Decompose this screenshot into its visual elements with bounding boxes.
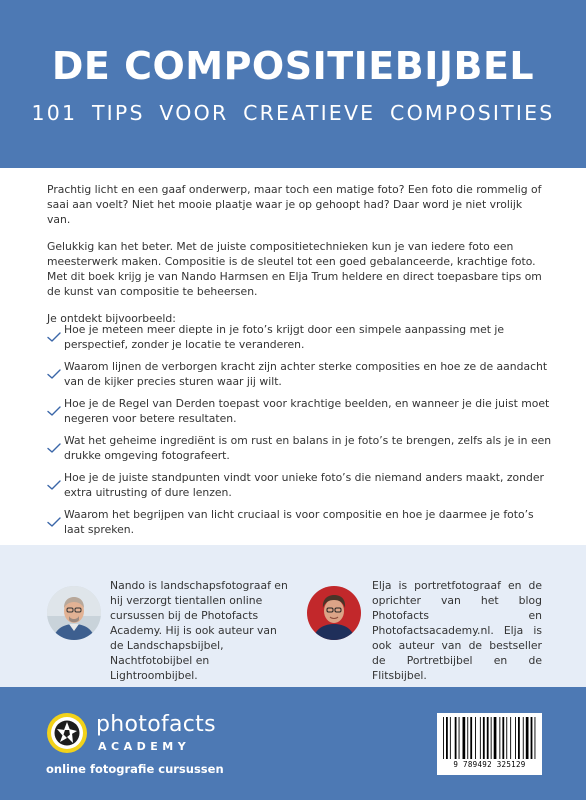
list-item-text: Hoe je de juiste standpunten vindt voor unieke foto’s die niemand anders maakt, zonder extra uitrusting of dure lenzen. xyxy=(64,471,544,499)
check-icon xyxy=(47,480,61,490)
list-item xyxy=(47,470,552,500)
portrait-elja-icon xyxy=(307,586,361,640)
list-item xyxy=(47,322,552,352)
list-item-text: Hoe je meteen meer diepte in je foto’s krijgt door een simpele aanpassing met je perspectief, zonder je locatie te veranderen. xyxy=(64,323,505,351)
checklist xyxy=(47,322,552,544)
bio-elja: Elja is portretfotograaf en de oprichter van het blog Photofacts en Photofactsacademy.nl. Elja is ook auteur van de bestseller de Portretbijbel en de Flitsbijbel. xyxy=(372,579,542,682)
intro-paragraph-2: Gelukkig kan het beter. Met de juiste compositietechnieken kun je van iedere foto een meesterwerk maken. Compositie is de sleutel tot een goed gebalanceerde, krachtige foto. Met dit boek krijg je van Nando Harmsen en Elja Trum heldere en direct toepasbare tips om de kunst van compositie te beheersen. xyxy=(47,240,542,298)
check-icon xyxy=(47,369,61,379)
book-title: DE COMPOSITIEBIJBEL xyxy=(51,44,535,88)
barcode-bars-icon xyxy=(443,717,536,759)
photofacts-logo-icon xyxy=(46,712,88,754)
check-icon xyxy=(47,406,61,416)
list-item xyxy=(47,359,552,389)
list-item-text: Hoe je de Regel van Derden toepast voor krachtige beelden, en wanneer je die juist moet negeren voor betere resultaten. xyxy=(64,397,550,425)
avatar-elja xyxy=(307,586,361,640)
barcode-number: 9 789492 325129 xyxy=(453,760,526,769)
bio-nando: Nando is landschapsfotograaf en hij verzorgt tientallen online cursussen bij de Photofacts Academy. Hij is ook auteur van de Landschapsbijbel, Nachtfotobijbel en Lightroombijbel. xyxy=(110,579,288,682)
portrait-nando-icon xyxy=(47,586,101,640)
check-icon xyxy=(47,517,61,527)
check-icon xyxy=(47,332,61,342)
logo-wordmark: photofacts xyxy=(96,712,216,737)
intro-paragraph-1: Prachtig licht en een gaaf onderwerp, maar toch een matige foto? Een foto die rommelig of saai aan voelt? Niet het mooie plaatje waar je op gehoopt had? Daar word je niet vrolijk van. xyxy=(47,183,542,226)
barcode xyxy=(437,713,542,775)
logo-academy: ACADEMY xyxy=(98,740,191,753)
list-item-text: Waarom het begrijpen van licht cruciaal is voor compositie en hoe je daarmee je foto’s laat spreken. xyxy=(64,508,534,536)
list-item xyxy=(47,507,552,537)
list-item xyxy=(47,433,552,463)
book-subtitle: 101 TIPS VOOR CREATIEVE COMPOSITIES xyxy=(31,101,555,125)
list-intro: Je ontdekt bijvoorbeeld: xyxy=(47,312,176,325)
avatar-nando xyxy=(47,586,101,640)
intro-text xyxy=(47,182,547,338)
footer-tagline: online fotografie cursussen xyxy=(46,762,224,776)
list-item-text: Wat het geheime ingrediënt is om rust en balans in je foto’s te brengen, zelfs als je in een drukke omgeving fotografeert. xyxy=(64,434,552,462)
list-item xyxy=(47,396,552,426)
check-icon xyxy=(47,443,61,453)
list-item-text: Waarom lijnen de verborgen kracht zijn achter sterke composities en hoe ze de aandacht van de kijker precies sturen waar jij wilt. xyxy=(64,360,548,388)
